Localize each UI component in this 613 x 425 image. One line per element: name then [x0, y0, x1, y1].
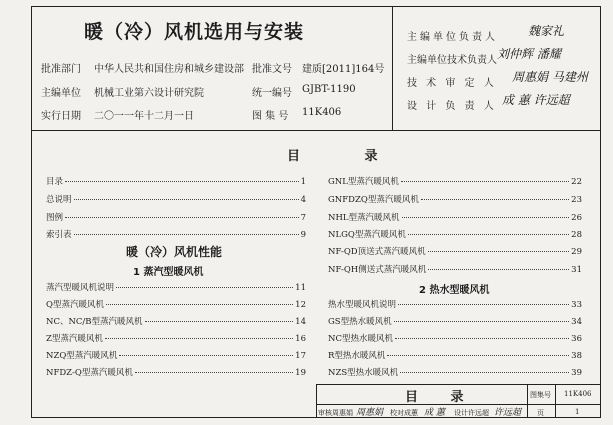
designer-signature: 许远超: [494, 408, 522, 418]
check-label: 校对: [390, 409, 404, 417]
toc-entry[interactable]: GNL型蒸汽暖风机 22: [328, 177, 582, 187]
editor-unit-label: 主编单位: [41, 88, 81, 99]
toc-entry[interactable]: NHL型蒸汽暖风机 26: [328, 213, 582, 223]
toc-entry[interactable]: NF-QD顶送式蒸汽暖风机 29: [328, 247, 582, 257]
atlas-no-label: 图 集 号: [252, 111, 289, 122]
atlas-value: 11K406: [564, 390, 592, 398]
review-label: 审核: [318, 409, 332, 417]
header-divider: [31, 130, 601, 131]
unified-no-label: 统一编号: [252, 88, 292, 99]
design-lead-role: 设 计 负 责 人: [407, 101, 497, 112]
approval-dept-label: 批准部门: [41, 64, 81, 75]
toc-entry[interactable]: GNFDZQ型蒸汽暖风机 23: [328, 195, 582, 205]
designer-name: 许远超: [468, 409, 489, 417]
approval-dept-value: 中华人民共和国住房和城乡建设部: [94, 64, 244, 75]
toc-entry[interactable]: Z型蒸汽暖风机 16: [46, 334, 306, 344]
technical-reviewer-signature: 周惠娟 马建州: [512, 70, 588, 84]
approval-no-label: 批准文号: [252, 64, 292, 75]
toc-entry[interactable]: 蒸汽型暖风机说明 11: [46, 283, 306, 293]
toc-heading: 目 录: [287, 149, 408, 164]
tech-lead-role: 主编单位技术负责人: [407, 55, 497, 66]
title-block-title: 目 录: [405, 390, 478, 405]
title-block-left-rule: [316, 384, 317, 418]
approval-no-value: 建质[2011]164号: [302, 64, 385, 75]
page-value: 1: [575, 408, 580, 416]
page-label: 页: [537, 409, 544, 417]
chief-editor-role: 主编单位负责人: [407, 32, 498, 43]
document-title: 暖（冷）风机选用与安装: [84, 21, 305, 43]
reviewer-signature: 周惠娟: [356, 408, 384, 418]
checker-signature: 成 蕙: [424, 408, 445, 418]
toc-entry[interactable]: 图例 7: [46, 213, 306, 223]
toc-entry[interactable]: GS型热水暖风机 34: [328, 317, 582, 327]
design-lead-signature: 成 蕙 许远超: [502, 93, 570, 107]
toc-entry[interactable]: R型热水暖风机 38: [328, 351, 582, 361]
title-block-top-rule: [316, 384, 601, 385]
atlas-label: 图集号: [530, 391, 551, 399]
toc-entry[interactable]: NF-QH侧送式蒸汽暖风机 31: [328, 265, 582, 275]
subsection-title-steam: 1 蒸汽型暖风机: [133, 267, 204, 278]
toc-entry[interactable]: NC型热水暖风机 36: [328, 334, 582, 344]
checker-name: 成蕙: [404, 409, 418, 417]
effective-date-value: 二〇一一年十二月一日: [94, 111, 194, 122]
toc-entry[interactable]: NZQ型蒸汽暖风机 17: [46, 351, 306, 361]
reviewer-name: 周惠娟: [332, 409, 353, 417]
toc-entry[interactable]: 热水型暖风机说明 33: [328, 300, 582, 310]
toc-entry[interactable]: NLGQ型蒸汽暖风机 28: [328, 230, 582, 240]
chief-editor-signature: 魏家礼: [528, 24, 565, 38]
toc-entry[interactable]: 目录 1: [46, 177, 306, 187]
unified-no-value: GJBT-1190: [302, 84, 356, 95]
technical-reviewer-role: 技 术 审 定 人: [407, 78, 497, 89]
editor-unit-value: 机械工业第六设计研究院: [94, 88, 204, 99]
toc-entry[interactable]: NFDZ-Q型蒸汽暖风机 19: [46, 368, 306, 378]
toc-entry[interactable]: 总说明 4: [46, 195, 306, 205]
header-column-divider: [392, 6, 393, 130]
toc-entry[interactable]: 索引表 9: [46, 230, 306, 240]
section-title: 暖（冷）风机性能: [126, 245, 223, 259]
effective-date-label: 实行日期: [41, 111, 81, 122]
title-block-col-rule: [527, 384, 528, 418]
toc-entry[interactable]: NZS型热水暖风机 39: [328, 368, 582, 378]
toc-entry[interactable]: Q型蒸汽暖风机 12: [46, 300, 306, 310]
tech-lead-signature: 刘仲辉 潘耀: [497, 47, 561, 61]
title-block-col-rule: [555, 384, 556, 418]
atlas-no-value: 11K406: [302, 107, 342, 118]
design-label: 设计: [454, 409, 468, 417]
toc-entry[interactable]: NC、NC/B型蒸汽暖风机 14: [46, 317, 306, 327]
subsection-title-hotwater: 2 热水型暖风机: [419, 285, 490, 296]
